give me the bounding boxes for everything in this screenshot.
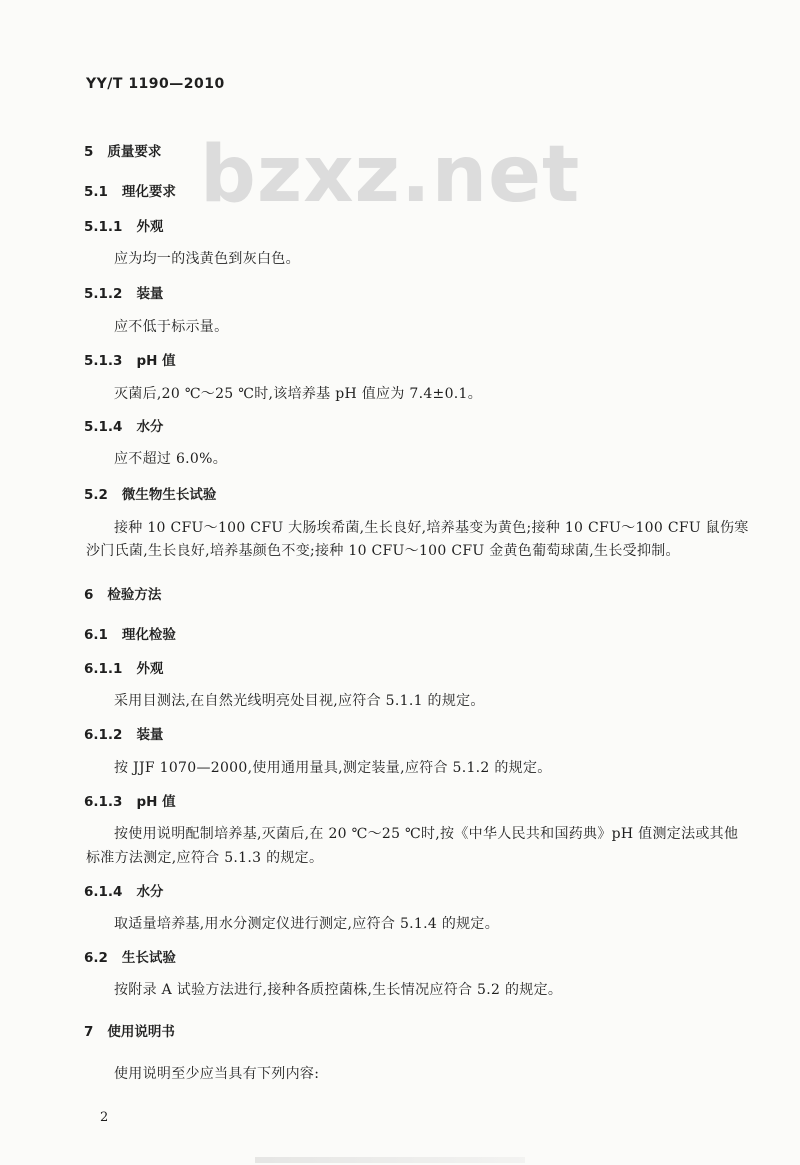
section-5-1-1-text: 应为均一的浅黄色到灰白色。 (114, 251, 300, 267)
section-6-1-4-text: 取适量培养基,用水分测定仪进行测定,应符合 5.1.4 的规定。 (114, 916, 500, 932)
footer-scan-artifact (255, 1157, 525, 1163)
section-5-1-1-heading: 5.1.1 外观 (84, 219, 164, 235)
section-5-2-text-line2: 沙门氏菌,生长良好,培养基颜色不变;接种 10 CFU～100 CFU 金黄色葡萄球菌,生长受抑制。 (86, 543, 680, 559)
section-6-1-4-heading: 6.1.4 水分 (84, 884, 164, 900)
section-5-1-3-text: 灭菌后,20 ℃～25 ℃时,该培养基 pH 值应为 7.4±0.1。 (114, 386, 483, 402)
section-5-1-2-text: 应不低于标示量。 (114, 319, 229, 335)
section-5-2-heading: 5.2 微生物生长试验 (84, 487, 217, 503)
watermark: bzxz.net (200, 130, 581, 220)
section-5-heading: 5 质量要求 (84, 144, 162, 160)
section-6-1-3-heading: 6.1.3 pH 值 (84, 794, 176, 810)
page-number: 2 (100, 1110, 109, 1125)
section-6-2-text: 按附录 A 试验方法进行,接种各质控菌株,生长情况应符合 5.2 的规定。 (114, 982, 563, 998)
section-6-1-1-text: 采用目测法,在自然光线明亮处目视,应符合 5.1.1 的规定。 (114, 693, 485, 709)
section-7-text: 使用说明至少应当具有下列内容: (114, 1066, 320, 1082)
section-5-1-3-heading: 5.1.3 pH 值 (84, 353, 176, 369)
section-7-heading: 7 使用说明书 (84, 1024, 175, 1040)
section-5-1-4-text: 应不超过 6.0%。 (114, 451, 228, 467)
section-6-1-heading: 6.1 理化检验 (84, 627, 176, 643)
section-6-2-heading: 6.2 生长试验 (84, 950, 176, 966)
standard-number-header: YY/T 1190—2010 (86, 76, 225, 92)
section-5-1-4-heading: 5.1.4 水分 (84, 419, 164, 435)
section-6-1-3-text-line1: 按使用说明配制培养基,灭菌后,在 20 ℃～25 ℃时,按《中华人民共和国药典》pH 值测定法或其他 (114, 826, 739, 842)
section-6-1-2-text: 按 JJF 1070—2000,使用通用量具,测定装量,应符合 5.1.2 的规定。 (114, 760, 552, 776)
section-6-1-2-heading: 6.1.2 装量 (84, 727, 164, 743)
section-6-1-3-text-line2: 标准方法测定,应符合 5.1.3 的规定。 (86, 850, 324, 866)
section-5-1-heading: 5.1 理化要求 (84, 184, 176, 200)
section-5-2-text-line1: 接种 10 CFU～100 CFU 大肠埃希菌,生长良好,培养基变为黄色;接种 10 CFU～100 CFU 鼠伤寒 (114, 520, 749, 536)
section-6-1-1-heading: 6.1.1 外观 (84, 661, 164, 677)
section-6-heading: 6 检验方法 (84, 587, 162, 603)
section-5-1-2-heading: 5.1.2 装量 (84, 286, 164, 302)
